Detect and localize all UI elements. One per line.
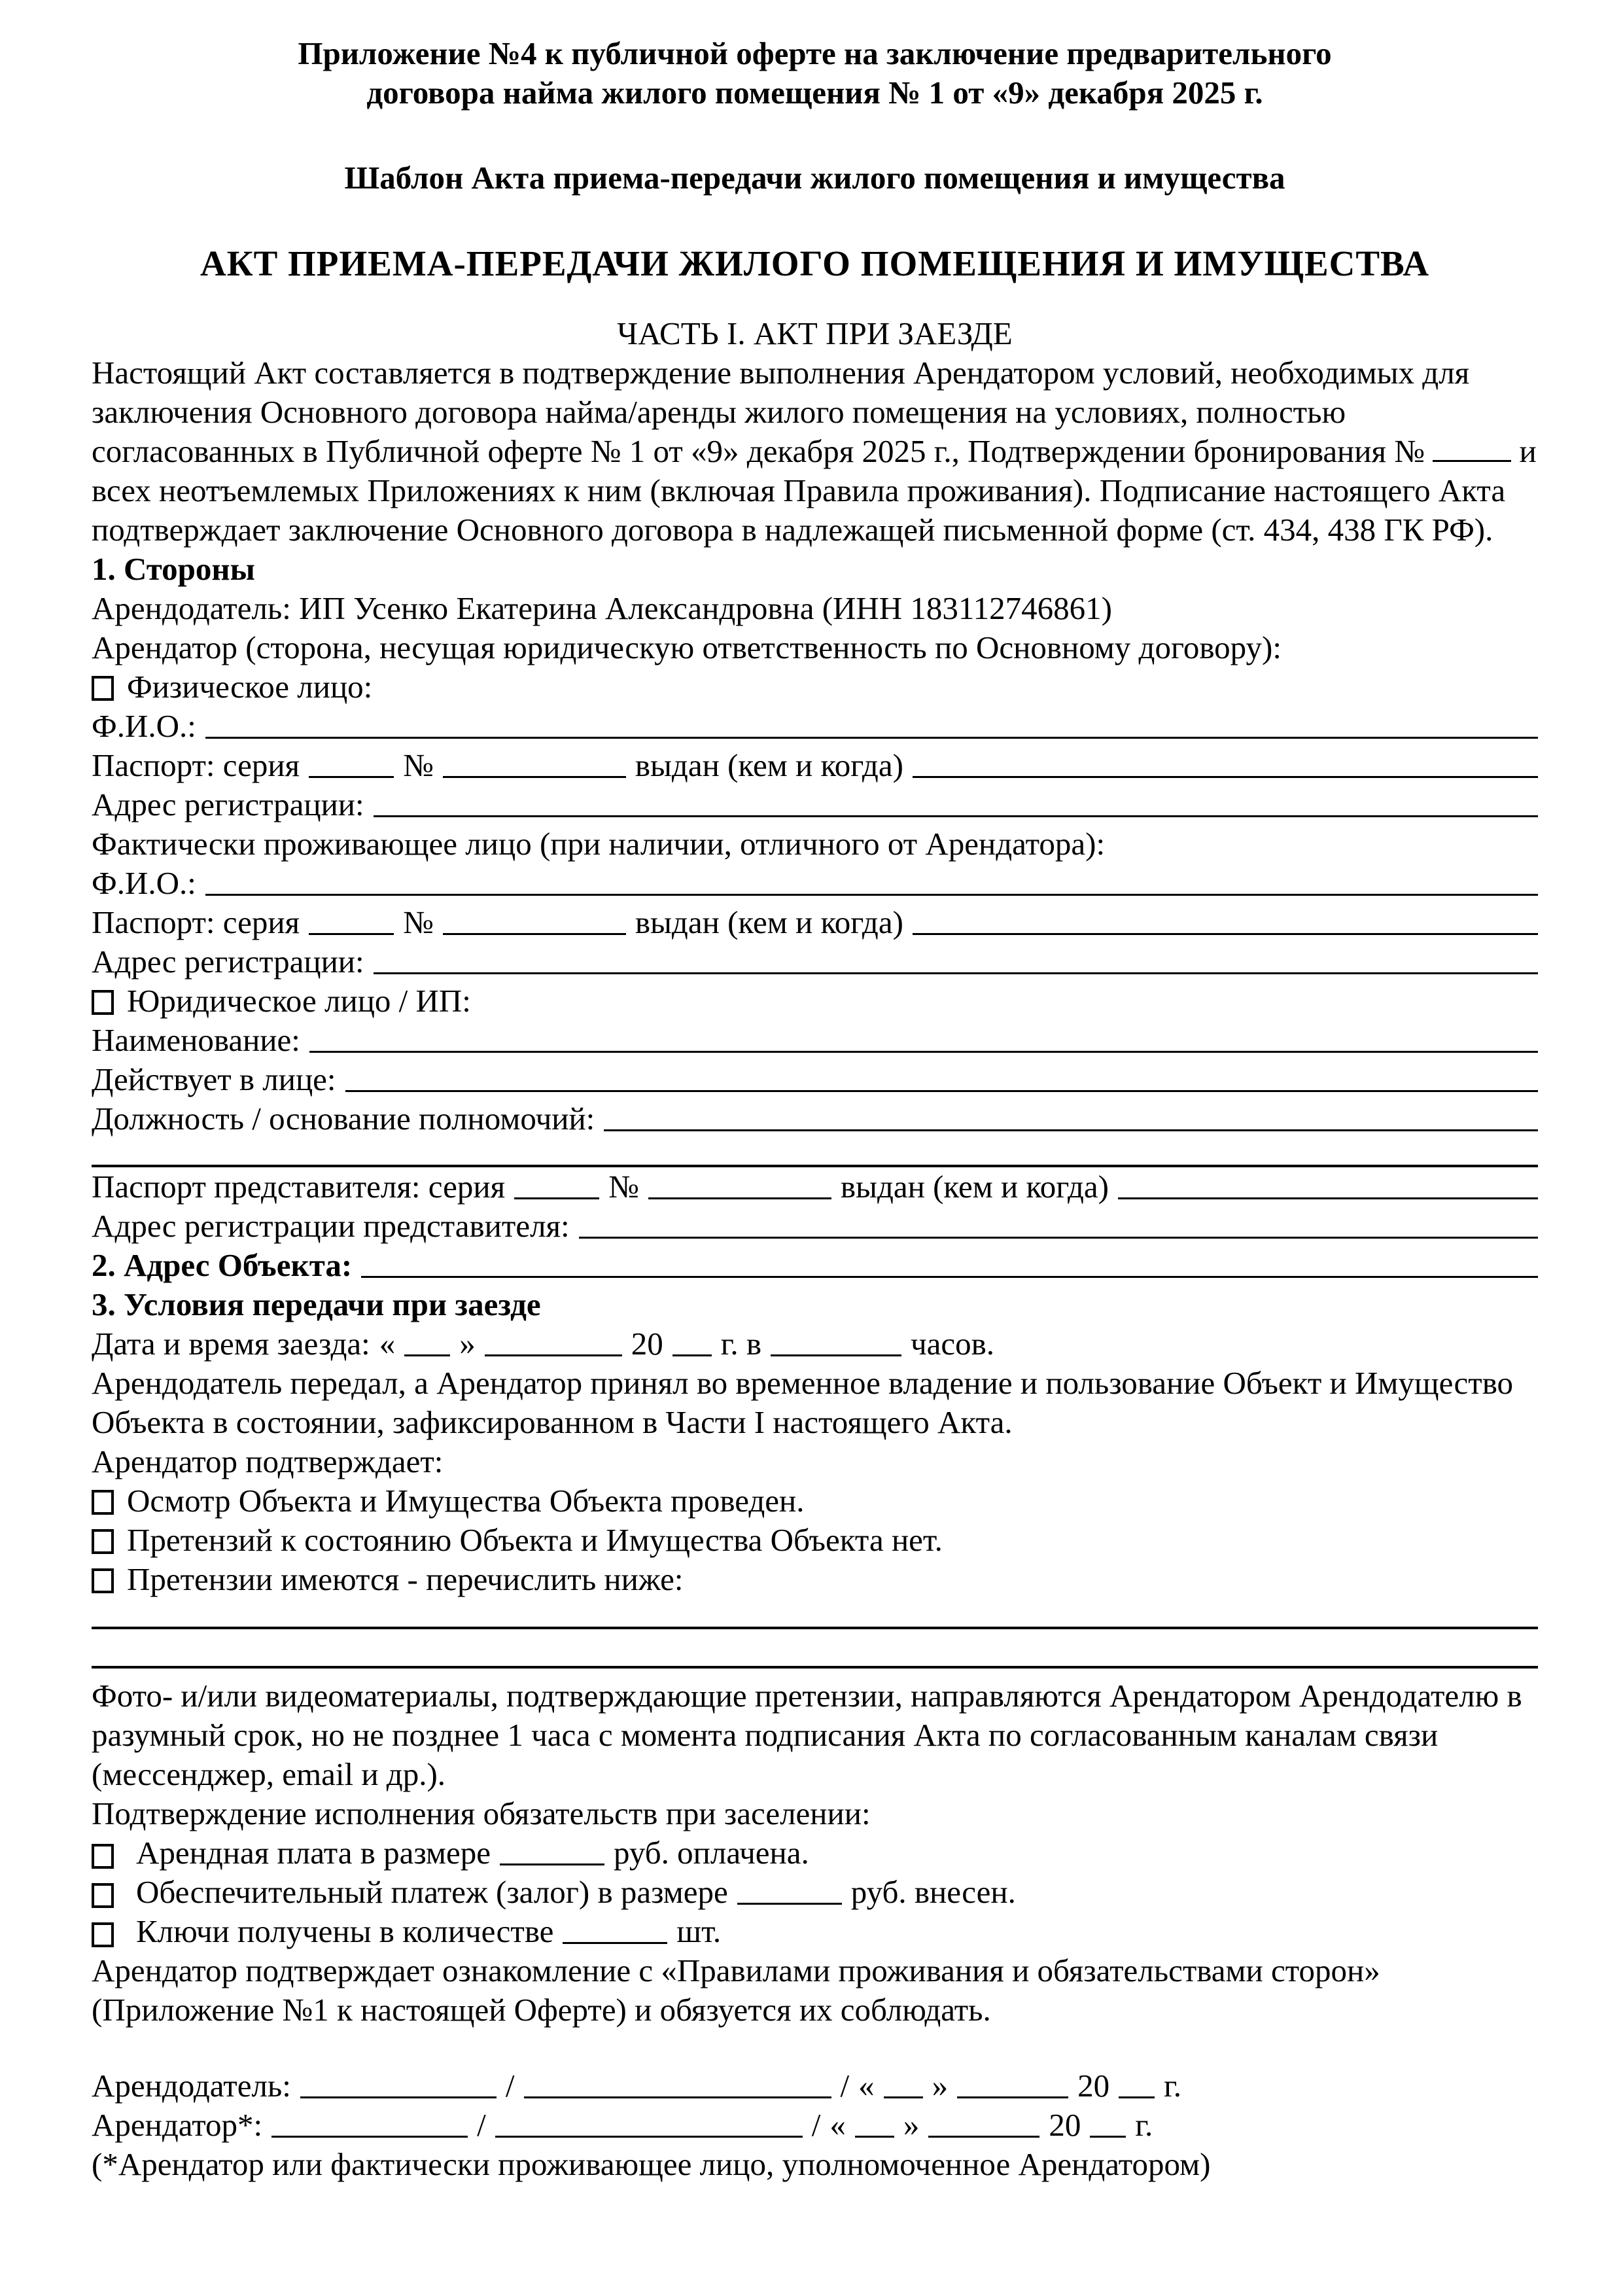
rent-amount-blank[interactable] bbox=[500, 1863, 604, 1865]
position-label: Должность / основание полномочий: bbox=[92, 1101, 595, 1137]
landlord-fullname-blank[interactable] bbox=[524, 2096, 831, 2098]
landlord-separator-1: / bbox=[505, 2068, 515, 2104]
intro-text-before: Настоящий Акт составляется в подтверждение выполнения Арендатором условий, необходимых для заключения Основного договора найма/аренды жилого помещения на условиях, полностью согласованных в Публичной оферте № 1 от «9» декабря 2025 г., Подтверждении бронирования № bbox=[92, 355, 1470, 469]
no-claims-checkbox[interactable] bbox=[92, 1529, 114, 1554]
checkin-year-suffix: г. в bbox=[720, 1326, 762, 1362]
rent-label-before: Арендная плата в размере bbox=[136, 1835, 491, 1871]
rent-check-row bbox=[92, 1833, 1538, 1873]
individual-label: Физическое лицо: bbox=[127, 669, 373, 705]
reg-address-blank-1[interactable] bbox=[374, 815, 1538, 817]
passport-series-label-2: Паспорт: серия bbox=[92, 904, 300, 940]
tenant-signature-blank[interactable] bbox=[271, 2136, 468, 2138]
transfer-paragraph: Арендодатель передал, а Арендатор принял во временное владение и пользование Объект и Имущество Объекта в состоянии, зафиксированном в Части I настоящего Акта. bbox=[92, 1365, 1514, 1440]
tenant-signature-label: Арендатор*: bbox=[92, 2107, 263, 2143]
passport-series-blank-1[interactable] bbox=[309, 776, 394, 778]
fio-blank-1[interactable] bbox=[205, 737, 1538, 739]
tenant-signature-row bbox=[92, 2106, 1538, 2145]
legal-entity-checkbox[interactable] bbox=[92, 990, 114, 1015]
claims-check-row bbox=[92, 1560, 1538, 1599]
tenant-year-blank[interactable] bbox=[1090, 2136, 1126, 2138]
actual-resident-line: Фактически проживающее лицо (при наличии, отличного от Арендатора): bbox=[92, 826, 1106, 862]
inspection-label: Осмотр Объекта и Имущества Объекта проведен. bbox=[127, 1483, 805, 1519]
individual-checkbox[interactable] bbox=[92, 676, 114, 701]
tenant-month-blank[interactable] bbox=[928, 2136, 1039, 2138]
keys-label-after: шт. bbox=[676, 1913, 722, 1949]
reg-address-row-1 bbox=[92, 785, 1538, 824]
reg-address-row-2 bbox=[92, 942, 1538, 981]
inspection-check-row bbox=[92, 1481, 1538, 1521]
landlord-day-blank[interactable] bbox=[884, 2096, 923, 2098]
checkin-datetime-label: Дата и время заезда: bbox=[92, 1326, 370, 1362]
tenant-year-prefix: 20 bbox=[1049, 2107, 1081, 2143]
tenant-day-blank[interactable] bbox=[855, 2136, 894, 2138]
passport-row-1 bbox=[92, 746, 1538, 785]
fio-row-1 bbox=[92, 707, 1538, 746]
deposit-amount-blank[interactable] bbox=[737, 1903, 842, 1905]
rent-label-after: руб. оплачена. bbox=[614, 1835, 809, 1871]
section3-heading: 3. Условия передачи при заезде bbox=[92, 1286, 541, 1322]
deposit-check-row bbox=[92, 1873, 1538, 1912]
tenant-close-quote: » bbox=[903, 2107, 920, 2143]
appendix-line-1: Приложение №4 к публичной оферте на заключение предварительного bbox=[298, 35, 1332, 71]
landlord-separator-2: / bbox=[840, 2068, 850, 2104]
passport-number-blank-2[interactable] bbox=[443, 933, 626, 935]
rules-paragraph: Арендатор подтверждает ознакомление с «Правилами проживания и обязательствами сторон» (Приложение №1 к настоящей Оферте) и обязуется их соблюдать. bbox=[92, 1952, 1380, 2028]
rep-reg-address-blank[interactable] bbox=[579, 1237, 1538, 1239]
position-blank[interactable] bbox=[604, 1129, 1538, 1131]
checkin-hours-suffix: часов. bbox=[911, 1326, 995, 1362]
acting-by-blank[interactable] bbox=[345, 1090, 1538, 1092]
keys-label-before: Ключи получены в количестве bbox=[136, 1913, 554, 1949]
rep-passport-issued-blank[interactable] bbox=[1118, 1197, 1538, 1199]
landlord-close-quote: » bbox=[932, 2068, 949, 2104]
deposit-checkbox[interactable] bbox=[92, 1883, 114, 1908]
reg-address-label-1: Адрес регистрации: bbox=[92, 786, 364, 822]
media-paragraph: Фото- и/или видеоматериалы, подтверждающие претензии, направляются Арендатором Арендодателю в разумный срок, но не позднее 1 часа с момента подписания Акта по согласованным каналам связи (мессенджер, email и др.). bbox=[92, 1678, 1522, 1792]
signature-block bbox=[92, 2066, 1538, 2184]
passport-number-sign-2: № bbox=[403, 904, 434, 940]
landlord-year-blank[interactable] bbox=[1119, 2096, 1155, 2098]
no-claims-check-row bbox=[92, 1521, 1538, 1560]
part-title: ЧАСТЬ I. АКТ ПРИ ЗАЕЗДЕ bbox=[617, 315, 1013, 351]
company-name-blank[interactable] bbox=[309, 1051, 1538, 1053]
passport-number-sign-1: № bbox=[403, 747, 434, 783]
deposit-label-after: руб. внесен. bbox=[850, 1874, 1016, 1910]
claims-checkbox[interactable] bbox=[92, 1568, 114, 1593]
tenant-line: Арендатор (сторона, несущая юридическую ответственность по Основному договору): bbox=[92, 629, 1282, 665]
checkin-year-blank[interactable] bbox=[672, 1354, 712, 1356]
signature-footnote: (*Арендатор или фактически проживающее лицо, уполномоченное Арендатором) bbox=[92, 2146, 1211, 2182]
checkin-month-blank[interactable] bbox=[485, 1354, 622, 1356]
act-title: АКТ ПРИЕМА-ПЕРЕДАЧИ ЖИЛОГО ПОМЕЩЕНИЯ И ИМУЩЕСТВА bbox=[200, 243, 1430, 283]
rep-passport-issued-label: выдан (кем и когда) bbox=[840, 1169, 1109, 1205]
tenant-separator-1: / bbox=[477, 2107, 486, 2143]
landlord-year-g: г. bbox=[1164, 2068, 1181, 2104]
keys-count-blank[interactable] bbox=[563, 1942, 667, 1944]
intro-paragraph bbox=[92, 353, 1538, 550]
section2-heading: 2. Адрес Объекта: bbox=[92, 1247, 353, 1283]
checkin-datetime-row bbox=[92, 1324, 1538, 1364]
passport-series-label-1: Паспорт: серия bbox=[92, 747, 300, 783]
checkin-close-quote: » bbox=[459, 1326, 476, 1362]
passport-number-blank-1[interactable] bbox=[443, 776, 626, 778]
claims-label: Претензии имеются - перечислить ниже: bbox=[127, 1561, 684, 1597]
fio-row-2 bbox=[92, 864, 1538, 903]
booking-number-blank[interactable] bbox=[1433, 435, 1511, 462]
tenant-fullname-blank[interactable] bbox=[495, 2136, 803, 2138]
passport-issued-label-1: выдан (кем и когда) bbox=[635, 747, 903, 783]
obligations-line: Подтверждение исполнения обязательств при заселении: bbox=[92, 1795, 871, 1831]
landlord-line: Арендодатель: ИП Усенко Екатерина Александровна (ИНН 183112746861) bbox=[92, 590, 1112, 626]
rent-checkbox[interactable] bbox=[92, 1844, 114, 1869]
checkin-day-blank[interactable] bbox=[404, 1354, 450, 1356]
object-address-row bbox=[92, 1246, 1538, 1285]
rep-passport-number-sign: № bbox=[608, 1169, 639, 1205]
fio-blank-2[interactable] bbox=[205, 894, 1538, 896]
keys-check-row bbox=[92, 1912, 1538, 1951]
checkin-year-prefix: 20 bbox=[631, 1326, 663, 1362]
landlord-open-quote: « bbox=[858, 2068, 875, 2104]
landlord-month-blank[interactable] bbox=[957, 2096, 1068, 2098]
company-name-row bbox=[92, 1021, 1538, 1060]
rep-reg-address-label: Адрес регистрации представителя: bbox=[92, 1208, 570, 1244]
acting-by-row bbox=[92, 1060, 1538, 1099]
tenant-open-quote: « bbox=[829, 2107, 846, 2143]
rep-passport-series-blank[interactable] bbox=[514, 1197, 599, 1199]
landlord-signature-row bbox=[92, 2066, 1538, 2106]
company-name-label: Наименование: bbox=[92, 1022, 300, 1058]
claims-blank-line-1[interactable] bbox=[92, 1627, 1538, 1629]
passport-series-blank-2[interactable] bbox=[309, 933, 394, 935]
rep-passport-number-blank[interactable] bbox=[648, 1197, 831, 1199]
reg-address-label-2: Адрес регистрации: bbox=[92, 944, 364, 980]
landlord-signature-label: Арендодатель: bbox=[92, 2068, 291, 2104]
passport-row-2 bbox=[92, 903, 1538, 942]
fio-label-1: Ф.И.О.: bbox=[92, 708, 196, 744]
passport-issued-label-2: выдан (кем и когда) bbox=[635, 904, 903, 940]
rep-passport-label: Паспорт представителя: серия bbox=[92, 1169, 506, 1205]
landlord-year-prefix: 20 bbox=[1077, 2068, 1110, 2104]
keys-checkbox[interactable] bbox=[92, 1922, 114, 1947]
fio-label-2: Ф.И.О.: bbox=[92, 865, 196, 901]
reg-address-blank-2[interactable] bbox=[374, 972, 1538, 974]
acting-by-label: Действует в лице: bbox=[92, 1061, 336, 1097]
tenant-separator-2: / bbox=[811, 2107, 821, 2143]
template-title: Шаблон Акта приема-передачи жилого помещения и имущества bbox=[344, 160, 1285, 196]
checkin-hours-blank[interactable] bbox=[771, 1354, 901, 1356]
rep-reg-address-row bbox=[92, 1207, 1538, 1246]
intro-text-after: и всех неотъемлемых Приложениях к ним (включая Правила проживания). Подписание настоящего Акта подтверждает заключение Основного договора в надлежащей письменной форме (ст. 434, 438 ГК РФ). bbox=[92, 433, 1537, 548]
no-claims-label: Претензий к состоянию Объекта и Имущества Объекта нет. bbox=[127, 1522, 943, 1558]
landlord-signature-blank[interactable] bbox=[300, 2096, 497, 2098]
deposit-label-before: Обеспечительный платеж (залог) в размере bbox=[136, 1874, 728, 1910]
claims-blank-line-2[interactable] bbox=[92, 1666, 1538, 1669]
section1-heading: 1. Стороны bbox=[92, 551, 255, 587]
appendix-line-2: договора найма жилого помещения № 1 от «9» декабря 2025 г. bbox=[366, 75, 1263, 111]
inspection-checkbox[interactable] bbox=[92, 1490, 114, 1515]
individual-type-row bbox=[92, 667, 1538, 707]
legal-entity-label: Юридическое лицо / ИП: bbox=[127, 983, 471, 1019]
position-row bbox=[92, 1099, 1538, 1139]
tenant-confirms-line: Арендатор подтверждает: bbox=[92, 1443, 444, 1479]
rep-passport-row bbox=[92, 1167, 1538, 1207]
passport-issued-blank-1[interactable] bbox=[913, 776, 1538, 778]
checkin-open-quote: « bbox=[379, 1326, 396, 1362]
object-address-blank[interactable] bbox=[361, 1276, 1538, 1278]
legal-type-row bbox=[92, 981, 1538, 1021]
passport-issued-blank-2[interactable] bbox=[913, 933, 1538, 935]
tenant-year-g: г. bbox=[1135, 2107, 1153, 2143]
